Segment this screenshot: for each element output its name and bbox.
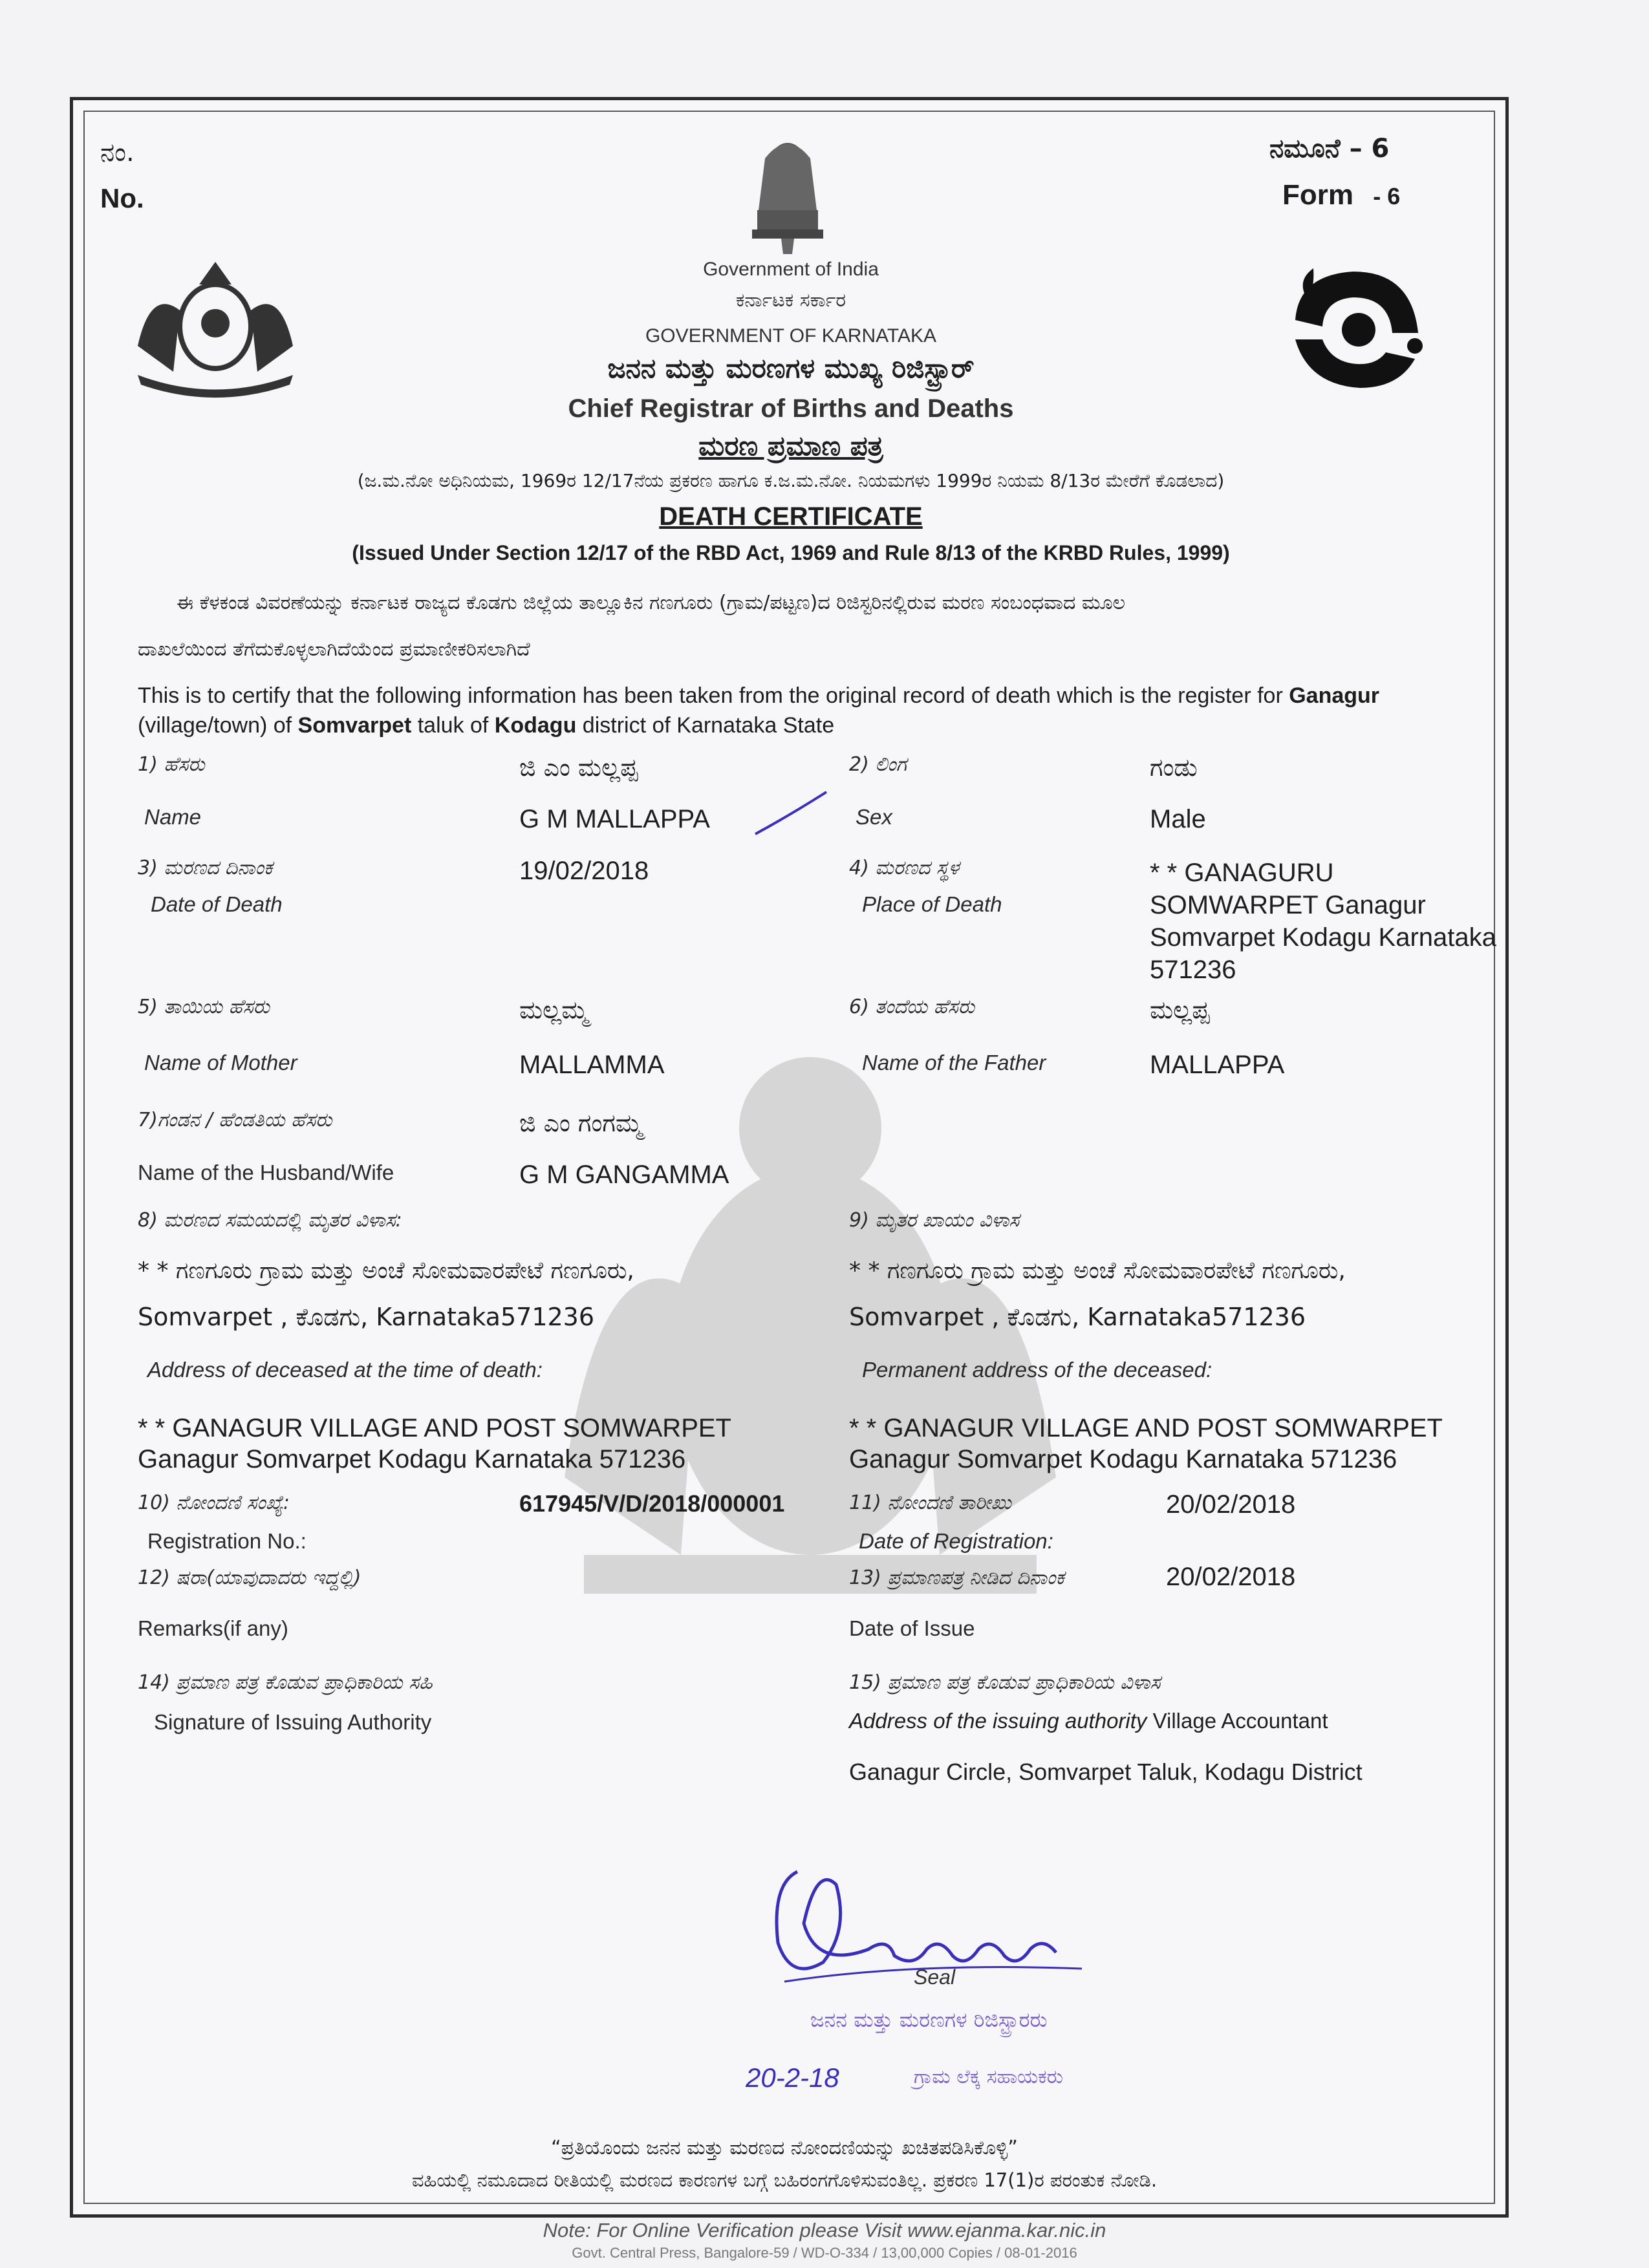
addr-perm-line2: Ganagur Somvarpet Kodagu Karnataka 571236 (849, 1445, 1397, 1473)
authority-address-label-kn: 15) ಪ್ರಮಾಣ ಪತ್ರ ಕೊಡುವ ಪ್ರಾಧಿಕಾರಿಯ ವಿಳಾಸ (849, 1671, 1161, 1694)
date-of-issue-label-kn: 13) ಪ್ರಮಾಣಪತ್ರ ನೀಡಿದ ದಿನಾಂಕ (849, 1567, 1064, 1589)
place-of-death-value (1150, 857, 1496, 986)
intro-village: Ganagur (1289, 683, 1380, 708)
death-certificate-title: DEATH CERTIFICATE (659, 502, 923, 531)
remarks-label-kn: 12) ಷರಾ(ಯಾವುದಾದರು ಇದ್ದಲ್ಲಿ) (138, 1567, 361, 1589)
sex-label: Sex (856, 805, 892, 829)
address-at-death-kn-line1: * * ಗಣಗೂರು ಗ್ರಾಮ ಮತ್ತು ಅಂಚೆ ಸೋಮವಾರಪೇಟೆ ಗಣಗೂರು, (138, 1257, 634, 1284)
intro-part1: This is to certify that the following information has been taken from the original record of death which is the register for (138, 683, 1289, 708)
address-at-death-label: Address of deceased at the time of death: (147, 1358, 543, 1382)
registration-date-value: 20/02/2018 (1166, 1490, 1296, 1519)
mother-name-label-kn: 5) ತಾಯಿಯ ಹೆಸರು (138, 996, 270, 1018)
spouse-name-label-kn: 7)ಗಂಡನ / ಹೆಂಡತಿಯ ಹೆಸರು (138, 1109, 332, 1131)
name-label: Name (144, 805, 202, 829)
registrar-stamp-line2: ಗ್ರಾಮ ಲೆಕ್ಕ ಸಹಾಯಕರು (914, 2066, 1064, 2088)
online-verification-note: Note: For Online Verification please Visit www.ejanma.kar.nic.in (543, 2219, 1106, 2241)
form-text: Form (1282, 179, 1353, 211)
check-mark-icon (752, 789, 830, 840)
act-reference: (Issued Under Section 12/17 of the RBD Act, 1969 and Rule 8/13 of the KRBD Rules, 1999) (352, 541, 1230, 564)
mother-name-label: Name of Mother (144, 1051, 297, 1075)
registration-number-value: 617945/V/D/2018/000001 (519, 1490, 785, 1517)
intro-part4: district of Karnataka State (576, 713, 835, 738)
act-reference-kn: (ಜ.ಮ.ನೋ ಅಧಿನಿಯಮ, 1969ರ 12/17ನೆಯ ಪ್ರಕರಣ ಹಾಗೂ ಕ.ಜ.ಮ.ನೋ. ನಿಯಮಗಳು 1999ರ ನಿಯಮ 8/13ರ ಮೇರೆಗೆ ಕೊಡಲಾದ) (357, 470, 1225, 491)
pod-line1: * * GANAGURU (1150, 859, 1334, 887)
form-label-kn: ನಮೂನೆ – 6 (1269, 134, 1390, 164)
government-of-karnataka: GOVERNMENT OF KARNATAKA (645, 325, 937, 347)
registration-number-label: Registration No.: (147, 1529, 307, 1553)
registrar-stamp-line1: ಜನನ ಮತ್ತು ಮರಣಗಳ ರಿಜಿಸ್ಟ್ರಾರರು (810, 2007, 1048, 2032)
date-of-death-label: Date of Death (151, 892, 283, 916)
form-number: - 6 (1373, 183, 1401, 209)
pod-line4: 571236 (1150, 956, 1236, 984)
chief-registrar-kn: ಜನನ ಮತ್ತು ಮರಣಗಳ ಮುಖ್ಯ ರಿಜಿಸ್ಟ್ರಾರ್ (607, 352, 975, 384)
name-label-kn: 1) ಹೆಸರು (138, 753, 205, 776)
place-of-death-label: Place of Death (862, 892, 1002, 916)
father-name-label-kn: 6) ತಂದೆಯ ಹೆಸರು (849, 996, 975, 1018)
intro-kn-line1: ಈ ಕೆಳಕಂಡ ವಿವರಣೆಯನ್ನು ಕರ್ನಾಟಕ ರಾಜ್ಯದ ಕೊಡಗು ಜಿಲ್ಲೆಯ ತಾಲ್ಲೂಕಿನ ಗಣಗೂರು (ಗ್ರಾಮ/ಪಟ್ಟಣ)ದ ರಿಜಿಸ್ಟರಿನಲ್ಲಿರುವ ಮರಣ ಸಂಬಂಧವಾದ ಮೂಲ (177, 592, 1126, 614)
authority-address-line2: Ganagur Circle, Somvarpet Taluk, Kodagu District (849, 1759, 1363, 1785)
mother-name-value: MALLAMMA (519, 1051, 665, 1079)
permanent-address-kn-line2: Somvarpet , ಕೊಡಗು, Karnataka571236 (849, 1303, 1306, 1331)
intro-part3: taluk of (411, 713, 495, 738)
permanent-address-kn-line1: * * ಗಣಗೂರು ಗ್ರಾಮ ಮತ್ತು ಅಂಚೆ ಸೋಮವಾರಪೇಟೆ ಗಣಗೂರು, (849, 1257, 1346, 1284)
permanent-address-label: Permanent address of the deceased: (862, 1358, 1212, 1382)
government-of-india: Government of India (703, 259, 879, 280)
registration-number-label-kn: 10) ನೋಂದಣಿ ಸಂಖ್ಯೆ: (138, 1492, 290, 1514)
government-of-karnataka-kn: ಕರ್ನಾಟಕ ಸರ್ಕಾರ (735, 289, 846, 312)
janma-logo-icon (1282, 262, 1431, 391)
sex-value: Male (1150, 805, 1206, 833)
footer-note-kn: ವಹಿಯಲ್ಲಿ ನಮೂದಾದ ರೀತಿಯಲ್ಲಿ ಮರಣದ ಕಾರಣಗಳ ಬಗ್ಗೆ ಬಹಿರಂಗಗೊಳಿಸುವಂತಿಲ್ಲ. ಪ್ರಕರಣ 17(1)ರ ಪರಂತುಕ ನೋಡಿ. (411, 2169, 1158, 2191)
place-of-death-label-kn: 4) ಮರಣದ ಸ್ಥಳ (849, 857, 960, 879)
date-of-issue-value: 20/02/2018 (1166, 1563, 1296, 1591)
national-emblem-icon (746, 133, 830, 255)
intro-taluk: Somvarpet (297, 713, 412, 738)
name-value: G M MALLAPPA (519, 805, 710, 833)
remarks-label: Remarks(if any) (138, 1616, 288, 1640)
intro-kn-line2: ದಾಖಲೆಯಿಂದ ತೆಗೆದುಕೊಳ್ಳಲಾಗಿದೆಯೆಂದ ಪ್ರಮಾಣೀಕರಿಸಲಾಗಿದೆ (138, 638, 530, 661)
addr-death-line1: * * GANAGUR VILLAGE AND POST SOMWARPET (138, 1414, 731, 1442)
sex-label-kn: 2) ಲಿಂಗ (849, 753, 907, 776)
chief-registrar: Chief Registrar of Births and Deaths (568, 394, 1014, 423)
signature-label: Signature of Issuing Authority (154, 1710, 432, 1734)
footer-quote-kn: “ಪ್ರತಿಯೊಂದು ಜನನ ಮತ್ತು ಮರಣದ ನೋಂದಣಿಯನ್ನು ಖಚಿತಪಡಿಸಿಕೊಳ್ಳಿ” (551, 2137, 1018, 2159)
permanent-address-value (849, 1413, 1443, 1475)
spouse-name-label: Name of the Husband/Wife (138, 1161, 394, 1184)
intro-part2: (village/town) of (138, 713, 298, 738)
address-at-death-label-kn: 8) ಮರಣದ ಸಮಯದಲ್ಲಿ ಮೃತರ ವಿಳಾಸ: (138, 1209, 402, 1232)
signature-label-kn: 14) ಪ್ರಮಾಣ ಪತ್ರ ಕೊಡುವ ಪ್ರಾಧಿಕಾರಿಯ ಸಹಿ (138, 1671, 433, 1694)
certificate-sheet (70, 97, 1509, 2218)
date-of-death-label-kn: 3) ಮರಣದ ದಿನಾಂಕ (138, 857, 273, 879)
karnataka-emblem-icon (125, 249, 306, 398)
intro-district: Kodagu (494, 713, 577, 738)
number-label-kn: ನಂ. (100, 138, 135, 167)
pod-line3: Somvarpet Kodagu Karnataka (1150, 923, 1496, 952)
spouse-name-value-kn: ಜಿ ಎಂ ಗಂಗಮ್ಮ (519, 1109, 643, 1137)
spouse-name-value: G M GANGAMMA (519, 1161, 729, 1189)
pod-line2: SOMWARPET Ganagur (1150, 891, 1426, 919)
date-of-issue-label: Date of Issue (849, 1616, 975, 1640)
registration-date-label: Date of Registration: (859, 1529, 1053, 1553)
address-at-death-kn-line2: Somvarpet , ಕೊಡಗು, Karnataka571236 (138, 1303, 595, 1331)
permanent-address-label-kn: 9) ಮೃತರ ಖಾಯಂ ವಿಳಾಸ (849, 1209, 1020, 1232)
registration-date-label-kn: 11) ನೋಂದಣಿ ತಾರೀಖು (849, 1492, 1011, 1514)
number-label: No. (100, 183, 144, 213)
addr-death-line2: Ganagur Somvarpet Kodagu Karnataka 571236 (138, 1445, 686, 1473)
seal-label: Seal (914, 1965, 956, 1989)
intro-certify-text (138, 681, 1483, 740)
date-of-death-value: 19/02/2018 (519, 857, 649, 885)
authority-address-label: Address of the issuing authority (849, 1709, 1147, 1733)
authority-address (849, 1709, 1328, 1733)
authority-address-value: Village Accountant (1147, 1709, 1328, 1733)
father-name-value: MALLAPPA (1150, 1051, 1285, 1079)
press-info: Govt. Central Press, Bangalore-59 / WD-O-334 / 13,00,000 Copies / 08-01-2016 (572, 2245, 1077, 2261)
death-certificate-title-kn: ಮರಣ ಪ್ರಮಾಣ ಪತ್ರ (698, 430, 883, 462)
father-name-label: Name of the Father (862, 1051, 1046, 1075)
father-name-value-kn: ಮಲ್ಲಪ್ಪ (1150, 996, 1210, 1024)
signature-date-handwritten: 20-2-18 (746, 2062, 839, 2093)
addr-perm-line1: * * GANAGUR VILLAGE AND POST SOMWARPET (849, 1414, 1443, 1442)
sex-value-kn: ಗಂಡು (1150, 753, 1198, 782)
address-at-death-value (138, 1413, 731, 1475)
mother-name-value-kn: ಮಲ್ಲಮ್ಮ (519, 996, 588, 1024)
name-value-kn: ಜಿ ಎಂ ಮಲ್ಲಪ್ಪ (519, 753, 638, 782)
form-label (1282, 179, 1400, 211)
